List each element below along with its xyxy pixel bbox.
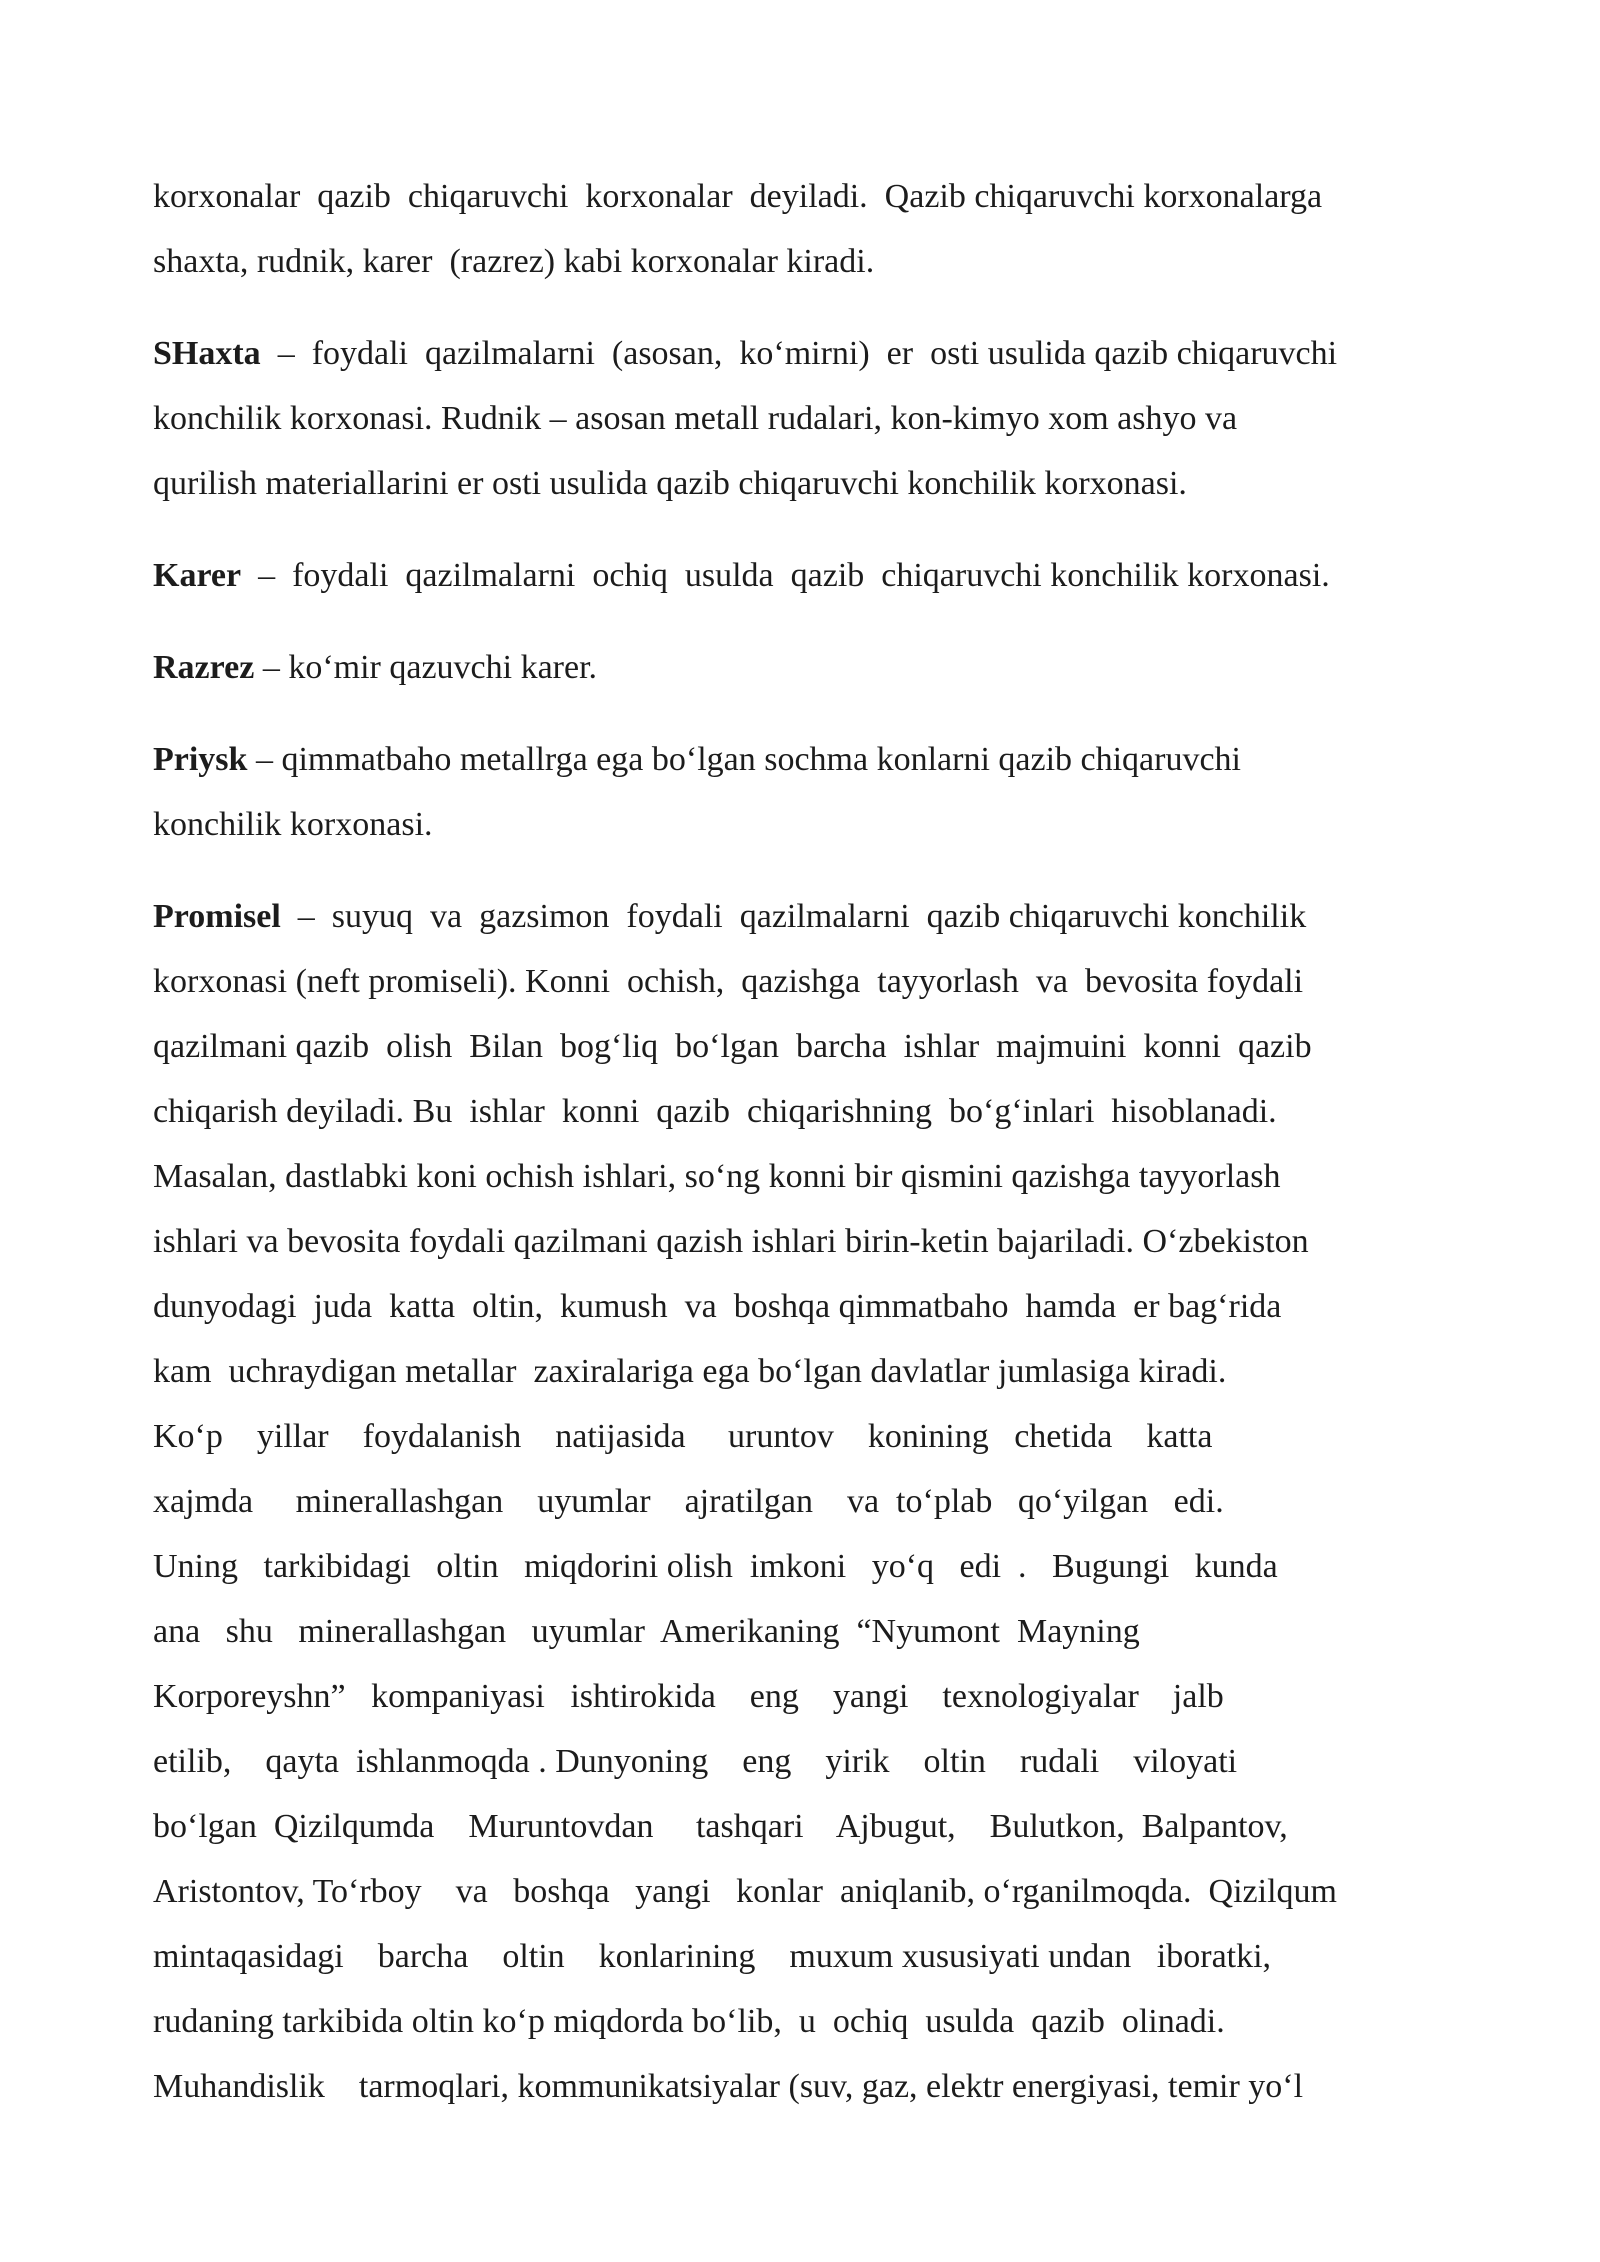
text-line	[153, 321, 1483, 386]
text-line: ishlari va bevosita foydali qazilmani qazish ishlari birin-ketin bajariladi. O‘zbekiston	[153, 1223, 1309, 1260]
paragraph-shaxta	[153, 321, 1483, 516]
text-line: xajmda minerallashgan uyumlar ajratilgan va to‘plab qo‘yilgan edi.	[153, 1483, 1224, 1520]
term-definition: – suyuq va gazsimon foydali qazilmalarni qazib chiqaruvchi konchilik	[280, 898, 1307, 935]
text-line: ana shu minerallashgan uyumlar Amerikaning “Nyumont Mayning	[153, 1613, 1140, 1650]
text-line	[153, 543, 1483, 608]
term-heading: Priysk	[153, 741, 248, 778]
text-line: bo‘lgan Qizilqumda Muruntovdan tashqari Ajbugut, Bulutkon, Balpantov,	[153, 1808, 1288, 1845]
term-heading: Karer	[153, 557, 242, 594]
term-heading: Razrez	[153, 649, 255, 686]
text-line: qurilish materiallarini er osti usulida qazib chiqaruvchi konchilik korxonasi.	[153, 465, 1187, 502]
text-line: korxonasi (neft promiseli). Konni ochish, qazishga tayyorlash va bevosita foydali	[153, 963, 1304, 1000]
text-line: etilib, qayta ishlanmoqda . Dunyoning eng yirik oltin rudali viloyati	[153, 1743, 1238, 1780]
text-line: dunyodagi juda katta oltin, kumush va boshqa qimmatbaho hamda er bag‘rida	[153, 1288, 1282, 1325]
document-body	[153, 164, 1483, 2146]
text-line: rudaning tarkibida oltin ko‘p miqdorda bo‘lib, u ochiq usulda qazib olinadi.	[153, 2003, 1225, 2040]
text-line: kam uchraydigan metallar zaxiralariga ega bo‘lgan davlatlar jumlasiga kiradi.	[153, 1353, 1227, 1390]
text-line: qazilmani qazib olish Bilan bog‘liq bo‘lgan barcha ishlar majmuini konni qazib	[153, 1028, 1312, 1065]
paragraph-karer	[153, 543, 1483, 608]
text-line: mintaqasidagi barcha oltin konlarining muxum xususiyati undan iboratki,	[153, 1938, 1272, 1975]
text-line: Muhandislik tarmoqlari, kommunikatsiyalar (suv, gaz, elektr energiyasi, temir yo‘l	[153, 2068, 1304, 2105]
text-line: Aristontov, To‘rboy va boshqa yangi konlar aniqlanib, o‘rganilmoqda. Qizilqum	[153, 1873, 1337, 1910]
text-line: Masalan, dastlabki koni ochish ishlari, so‘ng konni bir qismini qazishga tayyorlash	[153, 1158, 1281, 1195]
text-line: Ko‘p yillar foydalanish natijasida uruntov konining chetida katta	[153, 1418, 1213, 1455]
term-heading: Promisel	[153, 898, 281, 935]
text-line	[153, 635, 1483, 700]
paragraph-promisel	[153, 884, 1483, 2119]
text-line: chiqarish deyiladi. Bu ishlar konni qazib chiqarishning bo‘g‘inlari hisoblanadi.	[153, 1093, 1277, 1130]
text-line: Uning tarkibidagi oltin miqdorini olish imkoni yo‘q edi . Bugungi kunda	[153, 1548, 1278, 1585]
term-definition: – foydali qazilmalarni (asosan, ko‘mirni) er osti usulida qazib chiqaruvchi	[260, 335, 1338, 372]
text-line: konchilik korxonasi.	[153, 806, 433, 843]
text-line: konchilik korxonasi. Rudnik – asosan metall rudalari, kon-kimyo xom ashyo va	[153, 400, 1238, 437]
paragraph-intro	[153, 164, 1483, 294]
text-line: korxonalar qazib chiqaruvchi korxonalar deyiladi. Qazib chiqaruvchi korxonalarga	[153, 178, 1323, 215]
term-definition: – qimmatbaho metallrga ega bo‘lgan sochma konlarni qazib chiqaruvchi	[247, 741, 1242, 778]
term-definition: – ko‘mir qazuvchi karer.	[254, 649, 598, 686]
term-definition: – foydali qazilmalarni ochiq usulda qazib chiqaruvchi konchilik korxonasi.	[241, 557, 1330, 594]
term-heading: SHaxta	[153, 335, 261, 372]
text-line: shaxta, rudnik, karer (razrez) kabi korxonalar kiradi.	[153, 243, 875, 280]
paragraph-priysk	[153, 727, 1483, 857]
text-line: Korporeyshn” kompaniyasi ishtirokida eng yangi texnologiyalar jalb	[153, 1678, 1224, 1715]
paragraph-razrez	[153, 635, 1483, 700]
text-line	[153, 884, 1483, 949]
text-line	[153, 727, 1483, 792]
